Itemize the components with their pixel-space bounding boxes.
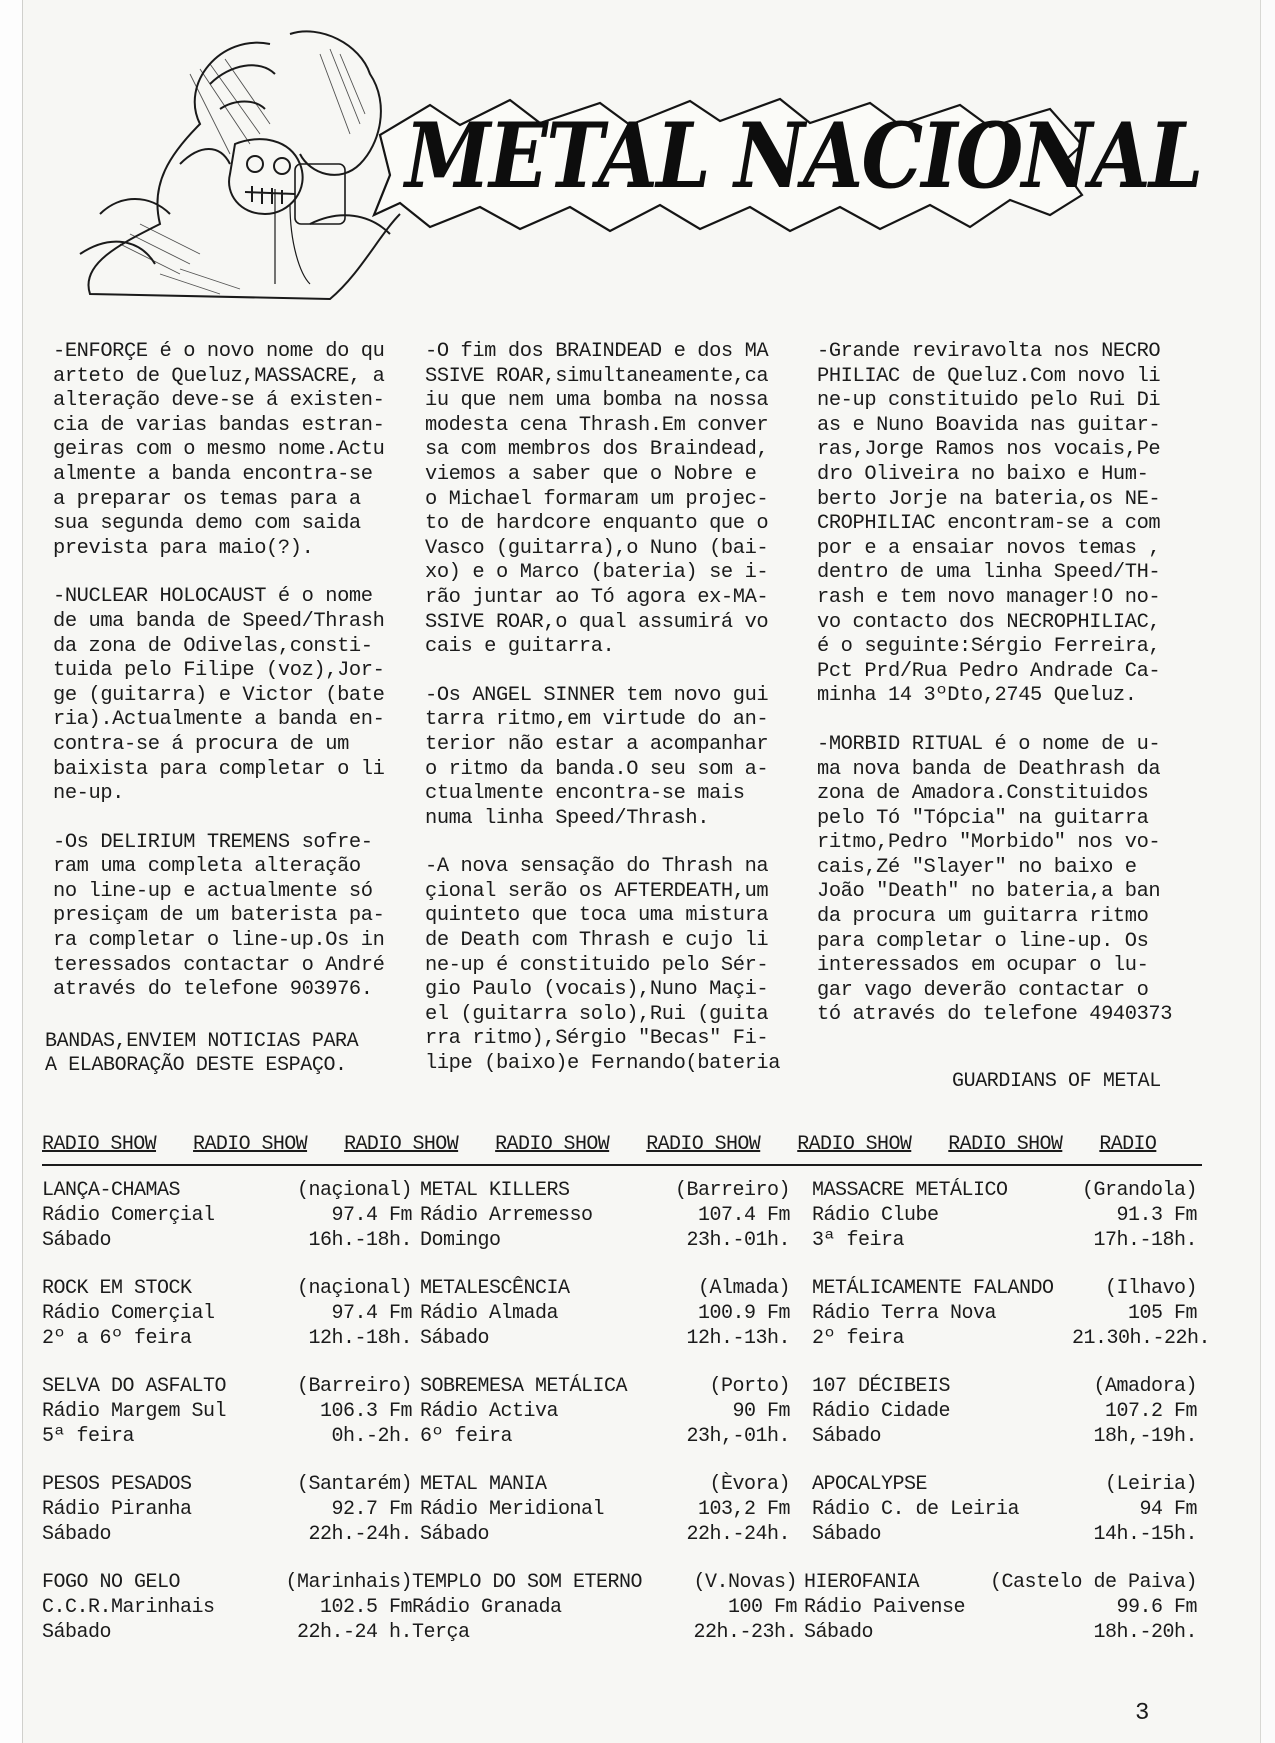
station-name: Rádio Comerçial — [42, 1302, 215, 1325]
show-name: MASSACRE METÁLICO — [812, 1179, 1008, 1202]
radio-show-entry — [804, 1570, 1197, 1660]
show-time: 22h.-24h. — [308, 1523, 412, 1546]
radio-show-entry — [420, 1374, 790, 1464]
station-name: Rádio Cidade — [812, 1400, 951, 1423]
show-name: SOBREMESA METÁLICA — [420, 1375, 628, 1398]
news-item: -O fim dos BRAINDEAD e dos MA SSIVE ROAR,simultaneamente,ca iu que nem uma bomba na nossa modesta cena Thrash.Em conver sa com membros dos Braindead, viemos a saber que o Nobre e o Michael formaram um projec- to de hardcore enquanto que o Vasco (guitarra),o Nuno (bai- xo) e o Marco (bateria) se i- rão juntar ao Tó agora ex-MA- SSIVE ROAR,o qual assumirá vo cais e guitarra. — [425, 340, 769, 659]
station-name: Rádio Granada — [412, 1596, 562, 1619]
news-item: -ENFORÇE é o novo nome do qu arteto de Queluz,MASSACRE, a alteração deve-se á existen- cia de varias bandas estran- geiras com o mesmo nome.Actu almente a banda encontra-se a preparar os temas para a sua segunda demo com saida prevista para maio(?). — [53, 340, 385, 560]
station-frequency: 99.6 Fm — [1116, 1596, 1197, 1619]
radio-show-entry — [420, 1472, 790, 1562]
show-region: (Marinhais) — [285, 1571, 412, 1594]
show-day: 3ª feira — [812, 1229, 905, 1252]
station-name: Rádio Paivense — [804, 1596, 966, 1619]
station-frequency: 107.2 Fm — [1104, 1400, 1197, 1423]
news-item: -A nova sensação do Thrash na çional serão os AFTERDEATH,um quinteto que toca uma mistura de Death com Thrash e cujo li ne-up é constituido pelo Sér- gio Paulo (vocais),Nuno Maçi- el (guitarra solo),Rui (guita rra ritmo),Sérgio "Becas" Fi- lipe (baixo)e Fernando(bateria — [425, 855, 781, 1076]
news-item: -NUCLEAR HOLOCAUST é o nome de uma banda de Speed/Thrash da zona de Odivelas,consti- tuida pelo Filipe (voz),Jor- ge (guitarra) e Victor (bate ria).Actualmente a banda en- contra-se á procura de um baixista para completar o li ne-up. — [53, 585, 385, 806]
show-name: ROCK EM STOCK — [42, 1277, 192, 1300]
station-frequency: 97.4 Fm — [331, 1302, 412, 1325]
submit-news-note: BANDAS,ENVIEM NOTICIAS PARA A ELABORAÇÃO DESTE ESPAÇO. — [45, 1030, 359, 1077]
show-day: Sábado — [420, 1327, 490, 1350]
show-name: HIEROFANIA — [804, 1571, 920, 1594]
show-day: 5ª feira — [42, 1425, 135, 1448]
news-item: -Grande reviravolta nos NECRO PHILIAC de Queluz.Com novo li ne-up constituido pelo Rui Di as e Nuno Boavida nas guitar- ras,Jorge Ramos nos vocais,Pe dro Oliveira no baixo e Hum- berto Jorje na bateria,os NE- CROPHILIAC encontram-se a com por e a ensaiar novos temas , dentro de uma linha Speed/TH- rash e tem novo manager!O no- vo contacto dos NECROPHILIAC, é o seguinte:Sérgio Ferreira, Pct Prd/Rua Pedro Andrade Ca- minha 14 3ºDto,2745 Queluz. — [817, 340, 1161, 708]
show-time: 22h.-24h. — [686, 1523, 790, 1546]
article-column-2 — [425, 340, 790, 1101]
show-region: (Grandola) — [1081, 1179, 1197, 1202]
show-region: (Barreiro) — [296, 1375, 412, 1398]
station-name: Rádio Activa — [420, 1400, 559, 1423]
show-region: (Amadora) — [1093, 1375, 1197, 1398]
show-day: 2º a 6º feira — [42, 1327, 192, 1350]
article-column-3 — [817, 340, 1197, 1052]
radio-show-heading: RADIO SHOW — [646, 1133, 761, 1156]
page-left-edge — [0, 0, 23, 1743]
show-region: (naçional) — [296, 1277, 412, 1300]
station-name: Rádio Arremesso — [420, 1204, 593, 1227]
show-name: METÁLICAMENTE FALANDO — [812, 1277, 1054, 1300]
show-day: Sábado — [420, 1523, 490, 1546]
show-day: Sábado — [812, 1523, 882, 1546]
radio-show-heading: RADIO SHOW — [42, 1133, 157, 1156]
show-time: 12h.-13h. — [686, 1327, 790, 1350]
radio-show-entry — [42, 1472, 412, 1562]
radio-show-entry — [42, 1570, 412, 1660]
show-time: 12h.-18h. — [308, 1327, 412, 1350]
show-day: Terça — [412, 1621, 470, 1644]
show-region: (V.Novas) — [693, 1571, 797, 1594]
radio-show-entry — [420, 1178, 790, 1268]
page-number: 3 — [1135, 1700, 1150, 1727]
radio-show-header-bar — [42, 1130, 1202, 1166]
news-item: -Os ANGEL SINNER tem novo gui tarra ritmo,em virtude do an- terior não estar a acompanhar o ritmo da banda.O seu som a- ctualmente encontra-se mais numa linha Speed/Thrash. — [425, 683, 769, 830]
show-name: 107 DÉCIBEIS — [812, 1375, 951, 1398]
station-name: Rádio Almada — [420, 1302, 559, 1325]
radio-show-entry — [812, 1276, 1211, 1366]
show-name: APOCALYPSE — [812, 1473, 928, 1496]
show-region: (Leiria) — [1104, 1473, 1197, 1496]
show-time: 22h.-24 h. — [296, 1621, 412, 1644]
radio-show-entry — [42, 1178, 412, 1268]
show-region: (Santarém) — [296, 1473, 412, 1496]
show-name: METAL KILLERS — [420, 1179, 570, 1202]
station-name: Rádio Clube — [812, 1204, 939, 1227]
show-time: 17h.-18h. — [1093, 1229, 1197, 1252]
show-region: (Almada) — [697, 1277, 790, 1300]
show-time: 18h.-20h. — [1093, 1621, 1197, 1644]
article-column-1 — [53, 340, 418, 1027]
show-day: 2º feira — [812, 1327, 905, 1350]
show-name: SELVA DO ASFALTO — [42, 1375, 227, 1398]
radio-show-entry — [812, 1374, 1197, 1464]
news-item: -Os DELIRIUM TREMENS sofre- ram uma completa alteração no line-up e actualmente só presiçam de um baterista pa- ra completar o line-up.Os in teressados contactar o André através do telefone 903976. — [53, 830, 385, 1002]
station-name: Rádio Margem Sul — [42, 1400, 227, 1423]
show-day: Sábado — [42, 1621, 112, 1644]
show-time: 18h,-19h. — [1093, 1425, 1197, 1448]
show-name: METAL MANIA — [420, 1473, 547, 1496]
station-frequency: 100 Fm — [727, 1596, 797, 1619]
show-day: Sábado — [804, 1621, 874, 1644]
station-name: Rádio Piranha — [42, 1498, 192, 1521]
radio-show-entry — [812, 1472, 1197, 1562]
signature-note: GUARDIANS OF METAL — [952, 1070, 1161, 1093]
station-name: Rádio Terra Nova — [812, 1302, 997, 1325]
show-region: (Barreiro) — [674, 1179, 790, 1202]
radio-show-heading: RADIO SHOW — [948, 1133, 1063, 1156]
show-day: Domingo — [420, 1229, 501, 1252]
show-day: Sábado — [812, 1425, 882, 1448]
station-name: Rádio Meridional — [420, 1498, 605, 1521]
show-day: Sábado — [42, 1523, 112, 1546]
station-frequency: 97.4 Fm — [331, 1204, 412, 1227]
radio-show-heading: RADIO — [1099, 1133, 1157, 1156]
show-time: 22h.-23h. — [693, 1621, 797, 1644]
show-time: 23h.-01h. — [686, 1229, 790, 1252]
show-region: (Èvora) — [709, 1473, 790, 1496]
radio-show-heading: RADIO SHOW — [344, 1133, 459, 1156]
show-time: 21.30h.-22h. — [1072, 1327, 1211, 1350]
station-frequency: 91.3 Fm — [1116, 1204, 1197, 1227]
station-frequency: 100.9 Fm — [697, 1302, 790, 1325]
show-name: FOGO NO GELO — [42, 1571, 181, 1594]
show-name: TEMPLO DO SOM ETERNO — [412, 1571, 643, 1594]
station-frequency: 102.5 Fm — [319, 1596, 412, 1619]
show-time: 23h,-01h. — [686, 1425, 790, 1448]
show-region: (Castelo de Paiva) — [989, 1571, 1197, 1594]
radio-show-heading: RADIO SHOW — [193, 1133, 308, 1156]
show-time: 16h.-18h. — [308, 1229, 412, 1252]
radio-show-heading: RADIO SHOW — [495, 1133, 610, 1156]
masthead-title: METAL NACIONAL — [405, 103, 1202, 209]
station-frequency: 90 Fm — [732, 1400, 790, 1423]
show-region: (Porto) — [709, 1375, 790, 1398]
radio-show-entry — [812, 1178, 1197, 1268]
station-frequency: 103,2 Fm — [697, 1498, 790, 1521]
station-name: C.C.R.Marinhais — [42, 1596, 215, 1619]
show-time: 0h.-2h. — [331, 1425, 412, 1448]
news-item: -MORBID RITUAL é o nome de u- ma nova banda de Deathrash da zona de Amadora.Constituidos pelo Tó "Tópcia" na guitarra ritmo,Pedro "Morbido" nos vo- cais,Zé "Slayer" no baixo e João "Death" no bateria,a ban da procura um guitarra ritmo para completar o line-up. Os interessados em ocupar o lu- gar vago deverão contactar o tó através do telefone 4940373 — [817, 732, 1173, 1027]
show-day: 6º feira — [420, 1425, 513, 1448]
station-name: Rádio Comerçial — [42, 1204, 215, 1227]
show-day: Sábado — [42, 1229, 112, 1252]
station-frequency: 107.4 Fm — [697, 1204, 790, 1227]
show-name: LANÇA-CHAMAS — [42, 1179, 181, 1202]
radio-show-entry — [412, 1570, 797, 1660]
station-frequency: 94 Fm — [1139, 1498, 1197, 1521]
radio-show-entry — [42, 1374, 412, 1464]
station-frequency: 106.3 Fm — [319, 1400, 412, 1423]
station-frequency: 92.7 Fm — [331, 1498, 412, 1521]
show-region: (naçional) — [296, 1179, 412, 1202]
page-right-edge — [1260, 0, 1275, 1743]
show-name: PESOS PESADOS — [42, 1473, 192, 1496]
show-name: METALESCÊNCIA — [420, 1277, 570, 1300]
radio-show-entry — [420, 1276, 790, 1366]
show-region: (Ilhavo) — [1104, 1277, 1197, 1300]
station-name: Rádio C. de Leiria — [812, 1498, 1020, 1521]
radio-show-heading: RADIO SHOW — [797, 1133, 912, 1156]
station-frequency: 105 Fm — [1127, 1302, 1197, 1325]
radio-show-entry — [42, 1276, 412, 1366]
show-time: 14h.-15h. — [1093, 1523, 1197, 1546]
